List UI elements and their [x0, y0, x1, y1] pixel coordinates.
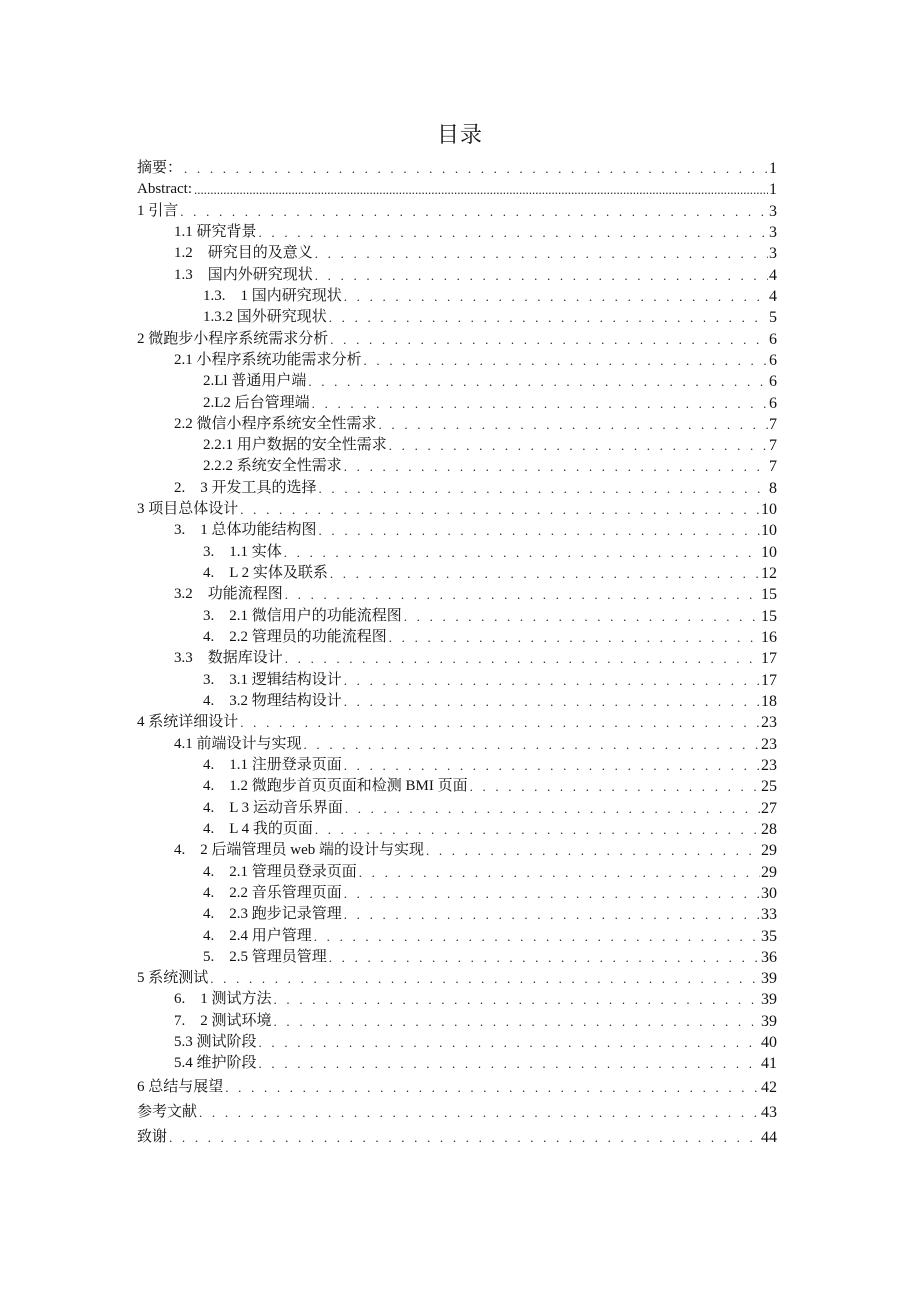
- dot-leader: [304, 735, 760, 754]
- toc-entry-label: 3.2 功能流程图: [174, 586, 283, 603]
- toc-entry-page-number: 6: [769, 351, 777, 369]
- toc-entry[interactable]: [174, 413, 777, 434]
- toc-entry-label: 4. 2.3 跑步记录管理: [203, 906, 342, 923]
- toc-entry-label: 3. 2.1 微信用户的功能流程图: [203, 607, 402, 624]
- toc-entry-label: 4. 2.2 音乐管理页面: [203, 884, 342, 901]
- dot-leader: [308, 372, 768, 391]
- toc-entry[interactable]: [203, 306, 777, 327]
- toc-entry[interactable]: [174, 647, 777, 668]
- dot-leader: [345, 799, 760, 818]
- dot-leader: [274, 1012, 760, 1031]
- toc-entry-page-number: 6: [769, 373, 777, 391]
- toc-entry[interactable]: [174, 264, 777, 285]
- toc-entry-page-number: 29: [761, 842, 777, 860]
- toc-entry-page-number: 10: [761, 522, 777, 540]
- toc-entry[interactable]: [137, 1076, 777, 1097]
- dot-leader: [169, 1128, 760, 1147]
- toc-entry-label: 致谢: [137, 1128, 168, 1145]
- toc-entry-page-number: 43: [761, 1103, 777, 1121]
- toc-entry-page-number: 42: [761, 1078, 777, 1096]
- toc-entry[interactable]: [174, 733, 777, 754]
- toc-entry-label: 1 引言: [137, 202, 179, 219]
- toc-entry[interactable]: [174, 988, 777, 1009]
- toc-entry-label: 3. 1.1 实体: [203, 543, 282, 560]
- toc-entry-label: 4. 3.2 物理结构设计: [203, 693, 342, 709]
- toc-entry[interactable]: [137, 1101, 777, 1122]
- dot-leader: [344, 884, 760, 903]
- toc-entry-label: 4. 1.1 注册登录页面: [203, 756, 342, 773]
- toc-entry[interactable]: [203, 669, 777, 690]
- dot-leader: [259, 1033, 760, 1052]
- dot-leader: [259, 223, 768, 242]
- dot-leader: [330, 330, 768, 349]
- toc-entry[interactable]: [203, 775, 777, 796]
- dot-leader: [344, 756, 760, 775]
- toc-entry-label: 3 项目总体设计: [137, 501, 239, 518]
- toc-entry-label: 2.2 微信小程序系统安全性需求: [174, 415, 377, 432]
- toc-entry-label: 1.3.2 国外研究现状: [203, 309, 327, 326]
- toc-entry-label: 2.2.2 系统安全性需求: [203, 458, 342, 475]
- toc-entry-page-number: 36: [761, 948, 777, 966]
- dot-leader: [194, 180, 768, 199]
- toc-entry-page-number: 7: [769, 415, 777, 433]
- dot-leader: [426, 841, 760, 860]
- dot-leader: [364, 351, 768, 370]
- toc-entry-label: 1.2 研究目的及意义: [174, 245, 313, 262]
- dot-leader: [285, 649, 760, 668]
- toc-entry-label: 1.3. 1 国内研究现状: [203, 287, 342, 304]
- toc-entry[interactable]: [203, 455, 777, 476]
- toc-entry-label: 1.3 国内外研究现状: [174, 266, 313, 283]
- toc-entry-page-number: 5: [769, 309, 777, 327]
- dot-leader: [315, 244, 768, 263]
- toc-entry[interactable]: [174, 583, 777, 604]
- toc-entry-label: 4. 1.2 微跑步首页页面和检测 BMI 页面: [203, 778, 468, 795]
- toc-entry[interactable]: [137, 498, 777, 519]
- toc-entry-label: 6. 1 测试方法: [174, 991, 272, 1008]
- toc-entry-label: Abstract:: [137, 181, 192, 198]
- toc-entry-label: 4. 2 后端管理员 web 端的设计与实现: [174, 842, 424, 859]
- toc-entry-page-number: 1: [769, 160, 777, 177]
- toc-entry-page-number: 15: [761, 607, 777, 625]
- toc-entry[interactable]: [203, 690, 777, 711]
- dot-leader: [344, 287, 768, 306]
- dot-leader: [225, 1078, 760, 1097]
- toc-entry[interactable]: [174, 1052, 777, 1073]
- toc-entry-page-number: 4: [769, 287, 777, 305]
- dot-leader: [329, 948, 760, 967]
- dot-leader: [312, 394, 768, 413]
- dot-leader: [274, 990, 760, 1009]
- toc-entry-page-number: 17: [761, 671, 777, 689]
- toc-entry-page-number: 40: [761, 1034, 777, 1052]
- toc-entry-page-number: 1: [769, 181, 777, 199]
- toc-entry-label: 5.3 测试阶段: [174, 1034, 257, 1051]
- toc-entry-label: 2 微跑步小程序系统需求分析: [137, 330, 329, 347]
- toc-entry[interactable]: [203, 392, 777, 413]
- toc-entry-page-number: 15: [761, 586, 777, 604]
- toc-entry[interactable]: [174, 477, 777, 498]
- dot-leader: [359, 863, 760, 882]
- toc-entry[interactable]: [203, 370, 777, 391]
- dot-leader: [319, 479, 768, 498]
- dot-leader: [344, 905, 760, 924]
- dot-leader: [184, 159, 768, 178]
- toc-entry[interactable]: [174, 519, 777, 540]
- toc-entry-label: 3. 3.1 逻辑结构设计: [203, 671, 342, 688]
- toc-entry-page-number: 7: [769, 458, 777, 476]
- dot-leader: [240, 713, 760, 732]
- dot-leader: [210, 969, 760, 988]
- toc-entry[interactable]: [203, 882, 777, 903]
- toc-entry[interactable]: [203, 946, 777, 967]
- dot-leader: [389, 436, 768, 455]
- dot-leader: [344, 692, 760, 711]
- toc-entry-page-number: 29: [761, 863, 777, 881]
- toc-entry[interactable]: [137, 328, 777, 349]
- toc-entry-label: 4. 2.1 管理员登录页面: [203, 863, 357, 880]
- dot-leader: [315, 820, 760, 839]
- toc-entry-page-number: 27: [761, 799, 777, 817]
- toc-entry-page-number: 25: [761, 778, 777, 796]
- dot-leader: [344, 671, 760, 690]
- dot-leader: [285, 585, 760, 604]
- toc-entry[interactable]: [137, 200, 777, 221]
- toc-entry[interactable]: [203, 562, 777, 583]
- dot-leader: [330, 564, 760, 583]
- toc-entry-page-number: 41: [761, 1055, 777, 1073]
- toc-entry-page-number: 10: [761, 501, 777, 519]
- toc-entry-label: 4. L 3 运动音乐界面: [203, 799, 343, 816]
- toc-entry[interactable]: [203, 434, 777, 455]
- toc-entry[interactable]: [137, 711, 777, 732]
- toc-entry[interactable]: [174, 839, 777, 860]
- toc-entry-label: 5. 2.5 管理员管理: [203, 948, 327, 965]
- toc-entry[interactable]: [137, 1126, 777, 1147]
- dot-leader: [344, 457, 768, 476]
- dot-leader: [199, 1103, 760, 1122]
- toc-entry-label: 参考文献: [137, 1103, 198, 1120]
- toc-entry-page-number: 23: [761, 714, 777, 732]
- toc-entry[interactable]: [203, 925, 777, 946]
- dot-leader: [470, 777, 760, 796]
- dot-leader: [259, 1054, 760, 1073]
- toc-entry-page-number: 30: [761, 884, 777, 902]
- toc-entry-page-number: 23: [761, 756, 777, 774]
- toc-entry-label: 5 系统测试: [137, 970, 209, 987]
- toc-entry-page-number: 4: [769, 266, 777, 284]
- toc-entry[interactable]: [203, 541, 777, 562]
- toc-entry-label: 4.1 前端设计与实现: [174, 735, 302, 752]
- toc-entry[interactable]: [203, 626, 777, 647]
- toc-entry-page-number: 7: [769, 437, 777, 455]
- toc-entry-page-number: 3: [769, 202, 777, 220]
- toc-entry-label: 2.L2 后台管理端: [203, 394, 310, 411]
- toc-entry[interactable]: [203, 818, 777, 839]
- dot-leader: [240, 500, 760, 519]
- toc-entry-page-number: 3: [769, 245, 777, 263]
- toc-entry-label: 2. 3 开发工具的选择: [174, 479, 317, 496]
- toc-entry-page-number: 33: [761, 906, 777, 924]
- toc-entry-label: 4. L 2 实体及联系: [203, 565, 328, 582]
- toc-entry-label: 6 总结与展望: [137, 1078, 224, 1095]
- toc-entry-label: 4. 2.4 用户管理: [203, 927, 312, 944]
- toc-entry[interactable]: [174, 221, 777, 242]
- toc-entry-page-number: 10: [761, 543, 777, 561]
- dot-leader: [180, 202, 768, 221]
- toc-entry-page-number: 6: [769, 394, 777, 412]
- toc-entry[interactable]: [203, 754, 777, 775]
- toc-entry[interactable]: [174, 349, 777, 370]
- toc-entry-label: 摘要：: [137, 160, 183, 176]
- toc-entry[interactable]: [203, 903, 777, 924]
- toc-entry[interactable]: [174, 1031, 777, 1052]
- dot-leader: [329, 308, 768, 327]
- toc-entry-label: 4. L 4 我的页面: [203, 820, 313, 837]
- toc-entry-page-number: 35: [761, 927, 777, 945]
- toc-entry-label: 5.4 维护阶段: [174, 1055, 257, 1072]
- toc-entry-page-number: 12: [761, 565, 777, 583]
- toc-entry-page-number: 8: [769, 479, 777, 497]
- toc-entry-label: 2.Ll 普通用户端: [203, 373, 307, 390]
- toc-entry[interactable]: [137, 967, 777, 988]
- dot-leader: [319, 521, 760, 540]
- toc-entry-page-number: 39: [761, 1012, 777, 1030]
- toc-entry[interactable]: [203, 605, 777, 626]
- toc-entry-page-number: 28: [761, 820, 777, 838]
- toc-entry[interactable]: [203, 861, 777, 882]
- toc-entry-label: 7. 2 测试环境: [174, 1012, 272, 1029]
- dot-leader: [404, 607, 760, 626]
- toc-entry[interactable]: [174, 1010, 777, 1031]
- toc-entry-page-number: 3: [769, 223, 777, 241]
- toc-entry-label: 3. 1 总体功能结构图: [174, 522, 317, 539]
- toc-entry-page-number: 17: [761, 650, 777, 668]
- dot-leader: [314, 927, 760, 946]
- toc-entry[interactable]: [137, 157, 777, 178]
- toc-entry-label: 4. 2.2 管理员的功能流程图: [203, 629, 387, 646]
- toc-entry-page-number: 39: [761, 970, 777, 988]
- toc-entry-page-number: 44: [761, 1128, 777, 1146]
- toc-entry-page-number: 16: [761, 629, 777, 647]
- toc-entry-page-number: 39: [761, 991, 777, 1009]
- dot-leader: [379, 415, 768, 434]
- toc-entry-label: 3.3 数据库设计: [174, 650, 283, 667]
- toc-entry[interactable]: [137, 178, 777, 199]
- toc-entry-page-number: 18: [761, 693, 777, 710]
- dot-leader: [315, 266, 768, 285]
- toc-entry-label: 2.1 小程序系统功能需求分析: [174, 351, 362, 368]
- toc-entry-page-number: 6: [769, 330, 777, 348]
- toc-entry-label: 4 系统详细设计: [137, 714, 239, 731]
- toc-entry-label: 1.1 研究背景: [174, 223, 257, 240]
- toc-entry[interactable]: [203, 797, 777, 818]
- toc-entry-page-number: 23: [761, 735, 777, 753]
- toc-entry-label: 2.2.1 用户数据的安全性需求: [203, 437, 387, 454]
- toc-title: 目录: [436, 122, 483, 147]
- toc-entry[interactable]: [174, 242, 777, 263]
- dot-leader: [284, 543, 760, 562]
- toc-entry[interactable]: [203, 285, 777, 306]
- dot-leader: [389, 628, 760, 647]
